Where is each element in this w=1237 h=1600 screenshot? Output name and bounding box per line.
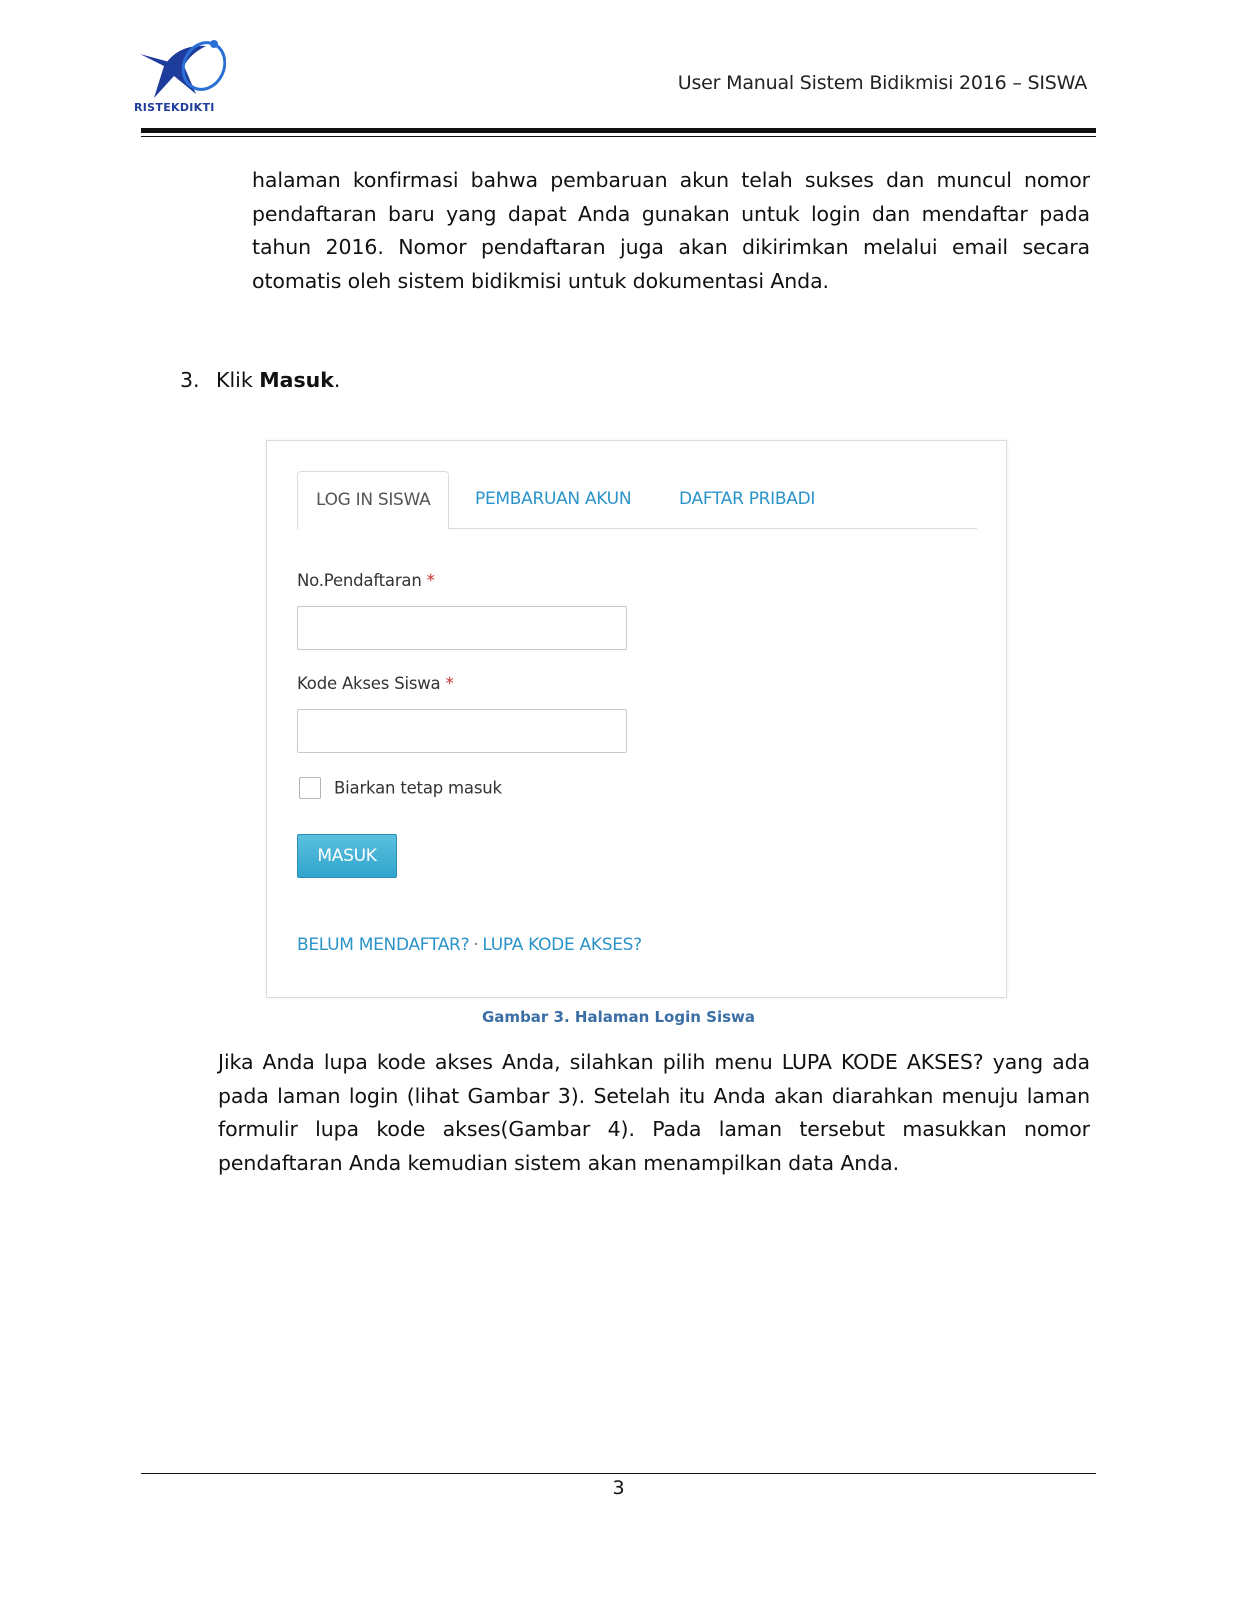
required-mark: * (445, 674, 454, 693)
required-mark: * (426, 571, 435, 590)
registration-number-label-text: No.Pendaftaran (297, 571, 422, 590)
access-code-label-text: Kode Akses Siswa (297, 674, 441, 693)
page-number: 3 (612, 1477, 625, 1499)
access-code-input[interactable] (297, 709, 627, 753)
step-suffix: . (333, 368, 341, 392)
forgot-access-code-link[interactable]: LUPA KODE AKSES? (482, 935, 642, 955)
auth-links (297, 935, 642, 955)
step-item (180, 368, 340, 392)
step-bold-text: Masuk (259, 368, 334, 392)
login-form-figure (266, 440, 1007, 998)
link-separator: · (473, 935, 479, 955)
document-header-title: User Manual Sistem Bidikmisi 2016 – SISWA (677, 72, 1087, 94)
ristekdikti-emblem-icon (134, 36, 226, 102)
logo-text: RISTEKDIKTI (134, 101, 215, 114)
step-number: 3. (180, 368, 200, 392)
registration-number-label (297, 571, 435, 590)
remember-me-checkbox[interactable] (299, 777, 321, 799)
tab-login-siswa[interactable]: LOG IN SISWA (297, 471, 449, 530)
remember-me-label: Biarkan tetap masuk (334, 778, 502, 798)
masuk-button[interactable]: MASUK (297, 834, 397, 878)
step-prefix: Klik (216, 368, 260, 392)
ristekdikti-logo (134, 36, 226, 116)
tab-bar (297, 471, 977, 529)
header-rule-thin (141, 136, 1096, 137)
remember-me-row (299, 777, 502, 799)
access-code-label (297, 674, 454, 693)
registration-number-input[interactable] (297, 606, 627, 650)
paragraph-forgot-code: Jika Anda lupa kode akses Anda, silahkan pilih menu LUPA KODE AKSES? yang ada pada laman login (lihat Gambar 3). Setelah itu Anda akan diarahkan menuju laman formulir lupa kode akses(Gambar 4). Pada laman tersebut masukkan nomor pendaftaran Anda kemudian sistem akan menampilkan data Anda. (218, 1050, 1090, 1175)
paragraph-confirmation: halaman konfirmasi bahwa pembaruan akun telah sukses dan muncul nomor pendaftaran baru yang dapat Anda gunakan untuk login dan mendaftar pada tahun 2016. Nomor pendaftaran juga akan dikirimkan melalui email secara otomatis oleh sistem bidikmisi untuk dokumentasi Anda. (252, 168, 1090, 293)
tab-daftar-pribadi[interactable]: DAFTAR PRIBADI (679, 489, 816, 509)
footer-rule (141, 1473, 1096, 1474)
header-rule-thick (141, 128, 1096, 133)
register-link[interactable]: BELUM MENDAFTAR? (297, 935, 470, 955)
tab-pembaruan-akun[interactable]: PEMBARUAN AKUN (475, 489, 632, 509)
figure-caption: Gambar 3. Halaman Login Siswa (482, 1008, 755, 1026)
